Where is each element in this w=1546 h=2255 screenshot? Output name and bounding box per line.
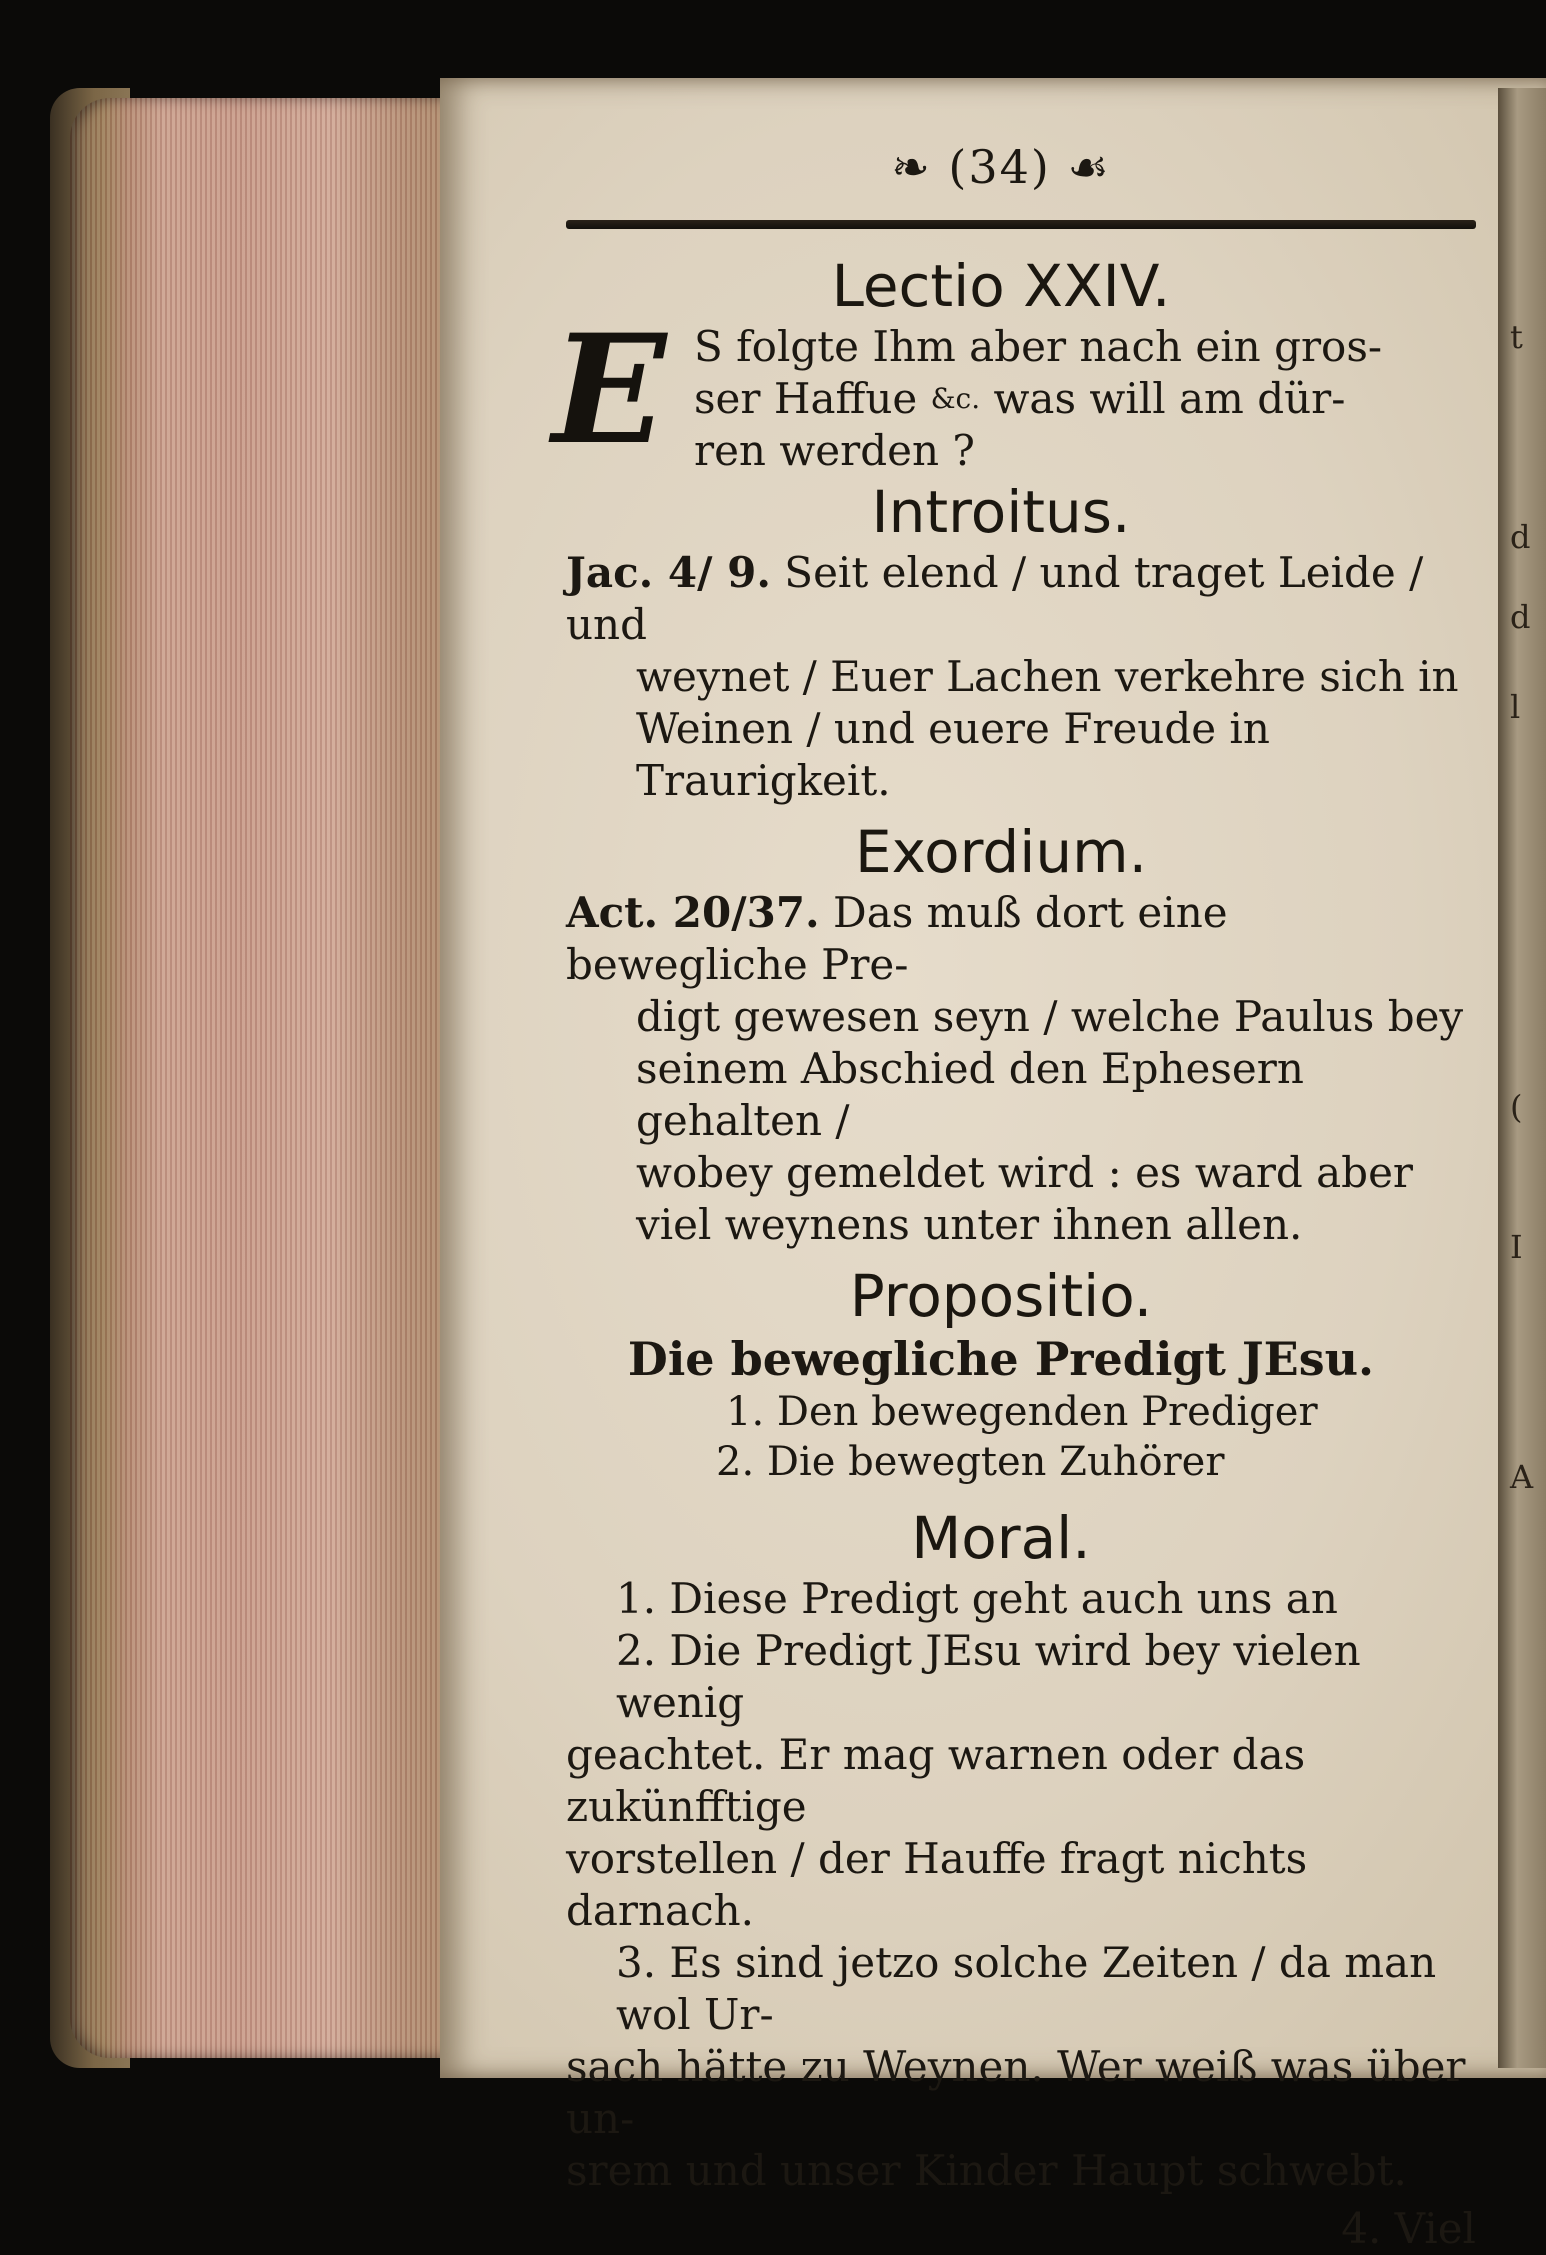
moral-paragraph (566, 1573, 1476, 2197)
moral-line: 2. Die Predigt JEsu wird bey vielen wenig (616, 1626, 1361, 1727)
propositio-heading: Propositio. (849, 1262, 1153, 1330)
ornament-right-icon: ☙ (1050, 140, 1111, 194)
moral-line: 3. Es sind jetzo solche Zeiten / da man wol Ur- (616, 1938, 1437, 2039)
exordium-text: Das muß dort eine bewegliche Pre- (566, 888, 1228, 989)
lectio-heading: Lectio XXIV. (831, 252, 1171, 320)
scripture-reference: Jac. 4/ 9. (566, 548, 771, 597)
catchword: 4. Viel (1341, 2204, 1476, 2253)
scripture-reference: Act. 20/37. (566, 888, 820, 937)
moral-line: 1. Diese Predigt geht auch uns an (616, 1574, 1338, 1623)
facing-page-fragment: ( (1510, 1088, 1523, 1126)
exordium-paragraph (566, 887, 1476, 1251)
facing-page-fragment: d (1510, 518, 1531, 556)
opening-paragraph (552, 302, 1476, 478)
exordium-line: wobey gemeldet wird : es ward aber (636, 1148, 1413, 1197)
opening-text: ser Haffue (694, 374, 918, 423)
header-rule (566, 220, 1476, 229)
propositio-item: 2. Die bewegten Zuhörer (716, 1439, 1225, 1485)
opening-line: ren werden ? (694, 426, 975, 475)
opening-line (694, 373, 1476, 425)
exordium-line: digt gewesen seyn / welche Paulus bey (636, 992, 1464, 1041)
moral-line: geachtet. Er mag warnen oder das zukünfftige (566, 1730, 1306, 1831)
exordium-line (566, 887, 1476, 991)
exordium-heading: Exordium. (854, 818, 1148, 886)
propositio-item: 1. Den bewegenden Prediger (726, 1389, 1318, 1435)
moral-line: srem und unser Kinder Haupt schwebt. (566, 2146, 1407, 2195)
introitus-paragraph (566, 547, 1476, 807)
page-text (552, 140, 1476, 2255)
opening-line: S folgte Ihm aber nach ein gros- (694, 322, 1383, 371)
page-number-value: (34) (948, 140, 1051, 194)
ornament-left-icon: ❧ (891, 140, 949, 194)
moral-line: sach hätte zu Weynen. Wer weiß was über un- (566, 2042, 1466, 2143)
facing-page-fragment: t (1510, 318, 1523, 356)
introitus-heading: Introitus. (871, 478, 1131, 546)
facing-page-fragment: A (1510, 1458, 1534, 1496)
introitus-text: Seit elend / und traget Leide / und (566, 548, 1424, 649)
opening-text: was will am dür- (993, 374, 1346, 423)
introitus-line: Weinen / und euere Freude in Traurigkeit. (636, 704, 1270, 805)
exordium-line: viel weynens unter ihnen allen. (636, 1200, 1303, 1249)
facing-page-fragment: l (1510, 688, 1521, 726)
opening-abbrev: &c. (930, 382, 981, 415)
exordium-line: seinem Abschied den Ephesern gehalten / (636, 1044, 1304, 1145)
page-block-edge (70, 98, 490, 2058)
facing-page-fragment: I (1510, 1228, 1523, 1266)
moral-line: vorstellen / der Hauffe fragt nichts darnach. (566, 1834, 1308, 1935)
decorated-initial: E (552, 302, 667, 478)
page-number (526, 140, 1476, 196)
introitus-line (566, 547, 1476, 651)
introitus-line: weynet / Euer Lachen verkehre sich in (636, 652, 1459, 701)
propositio-title: Die bewegliche Predigt JEsu. (627, 1332, 1375, 1386)
facing-page-fragment: d (1510, 598, 1531, 636)
facing-page-edge (1498, 88, 1546, 2068)
moral-heading: Moral. (911, 1504, 1091, 1572)
